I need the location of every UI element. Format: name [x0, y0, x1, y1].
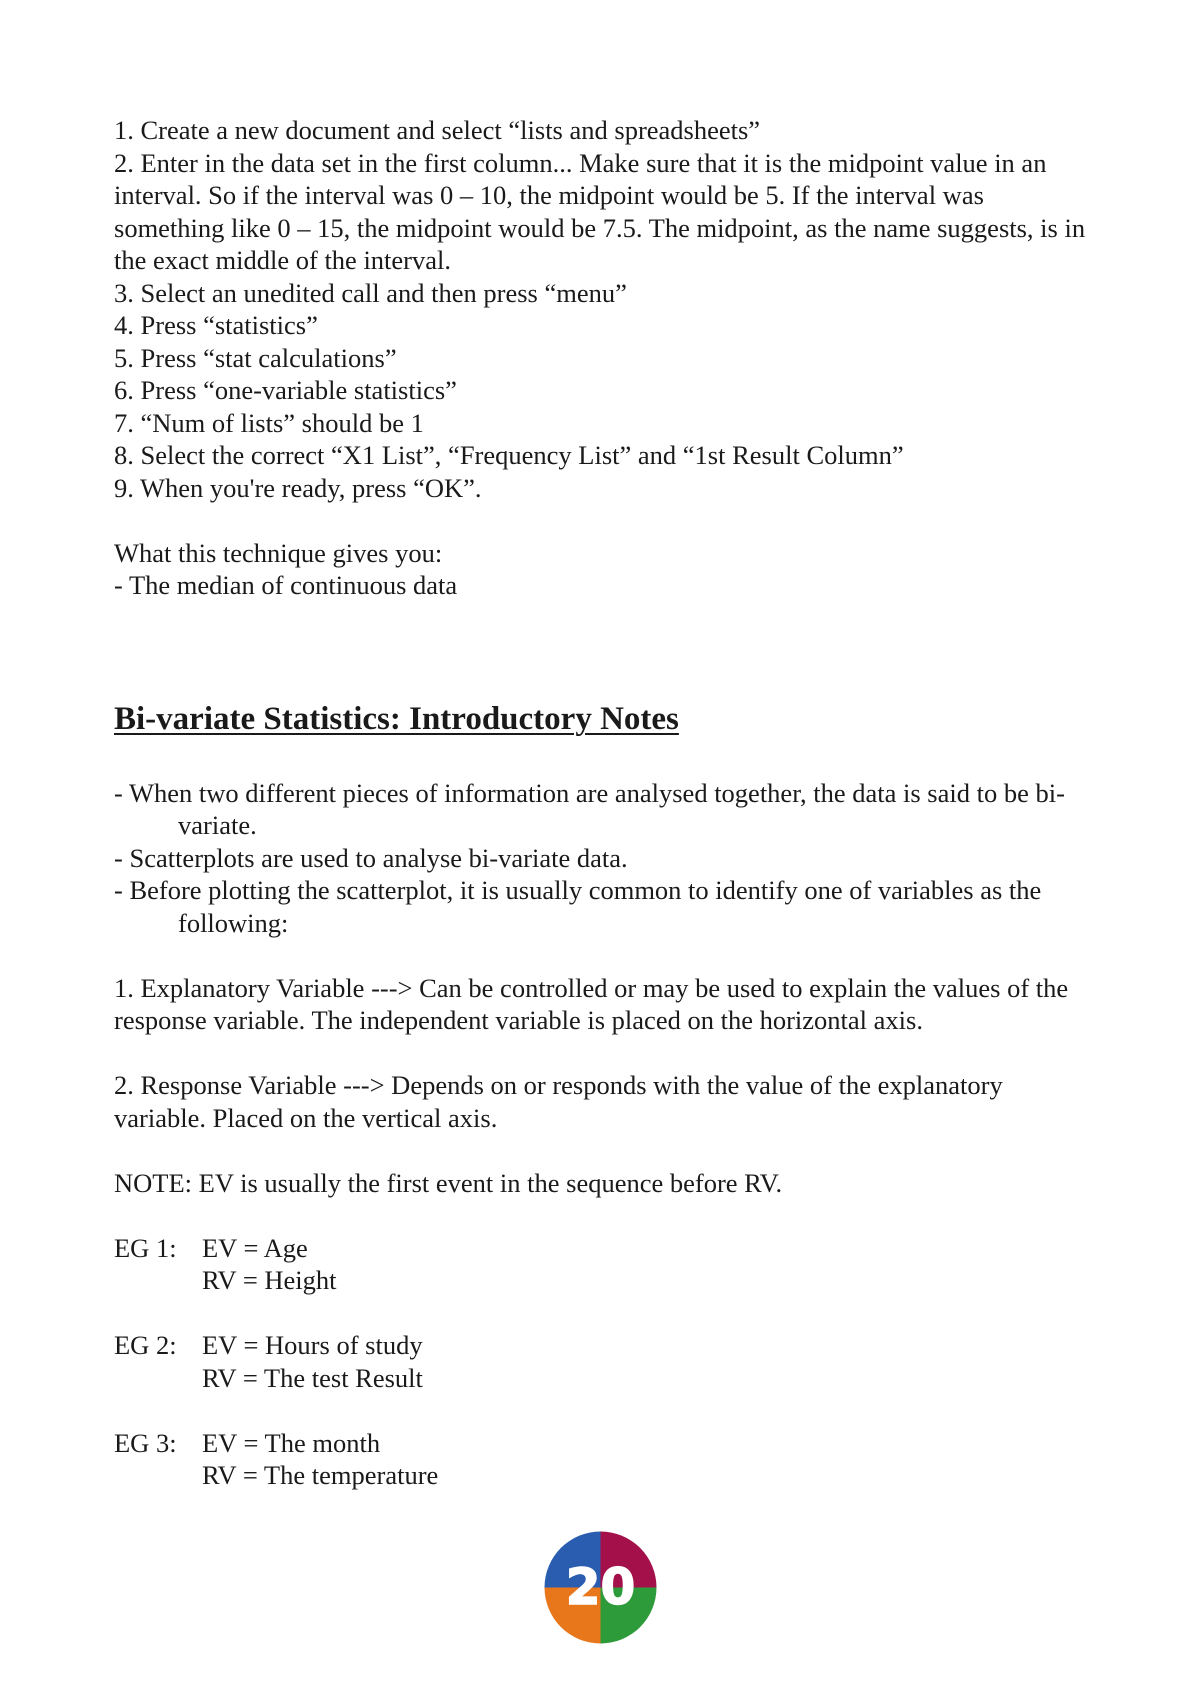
step-item: 1. Create a new document and select “lists and spreadsheets” — [114, 115, 761, 145]
step-item: 7. “Num of lists” should be 1 — [114, 407, 424, 438]
section-heading: Bi-variate Statistics: Introductory Notes — [114, 700, 679, 737]
spacer — [114, 1297, 1094, 1330]
example-label: EG 1: — [114, 1232, 177, 1263]
bullet-list — [114, 777, 1094, 940]
step-item: 2. Enter in the data set in the first column... Make sure that it is the midpoint value in an interval. So if the interval was 0 – 10, the midpoint would be 5. If the interval was something like 0 – 15, the midpoint would be 7.5. The midpoint, as the name suggests, is in the exact middle of the interval. — [114, 147, 1086, 275]
spacer — [114, 1394, 1094, 1427]
technique-intro: What this technique gives you: — [114, 537, 443, 568]
bullet-item: - When two different pieces of information are analysed together, the data is said to be bi-variate. — [114, 777, 1065, 840]
logo-text: 20 — [565, 1558, 636, 1616]
example-block — [114, 1232, 1094, 1297]
document-page — [114, 114, 1094, 1492]
example-label: EG 3: — [114, 1427, 177, 1458]
steps-list — [114, 114, 1094, 504]
step-item: 5. Press “stat calculations” — [114, 342, 397, 373]
logo — [543, 1530, 658, 1645]
example-ev: EV = The month — [202, 1427, 381, 1458]
spacer — [114, 602, 1094, 699]
note-text: NOTE: EV is usually the first event in the sequence before RV. — [114, 1167, 783, 1198]
example-rv: RV = The temperature — [202, 1460, 439, 1490]
spacer — [114, 504, 1094, 537]
example-block — [114, 1427, 1094, 1492]
explanatory-variable-text: 1. Explanatory Variable ---> Can be controlled or may be used to explain the values of the response variable. The independent variable is placed on the horizontal axis. — [114, 972, 1069, 1035]
spacer — [114, 1037, 1094, 1070]
example-rv: RV = Height — [202, 1265, 337, 1295]
technique-result: - The median of continuous data — [114, 570, 458, 600]
example-label: EG 2: — [114, 1330, 177, 1360]
spacer — [114, 939, 1094, 972]
example-rv: RV = The test Result — [202, 1362, 423, 1393]
logo-icon — [543, 1530, 658, 1645]
example-ev: EV = Age — [202, 1232, 308, 1263]
step-item: 6. Press “one-variable statistics” — [114, 375, 457, 405]
example-block — [114, 1329, 1094, 1394]
example-ev: EV = Hours of study — [202, 1330, 423, 1360]
step-item: 8. Select the correct “X1 List”, “Frequency List” and “1st Result Column” — [114, 440, 904, 470]
step-item: 3. Select an unedited call and then press “menu” — [114, 277, 627, 308]
response-variable-text: 2. Response Variable ---> Depends on or responds with the value of the explanatory variable. Placed on the vertical axis. — [114, 1070, 1003, 1133]
spacer — [114, 1199, 1094, 1232]
step-item: 9. When you're ready, press “OK”. — [114, 472, 482, 503]
bullet-item: - Before plotting the scatterplot, it is usually common to identify one of variables as the following: — [114, 875, 1042, 938]
step-item: 4. Press “statistics” — [114, 310, 318, 340]
spacer — [114, 739, 1094, 777]
bullet-item: - Scatterplots are used to analyse bi-variate data. — [114, 842, 628, 873]
spacer — [114, 1134, 1094, 1167]
